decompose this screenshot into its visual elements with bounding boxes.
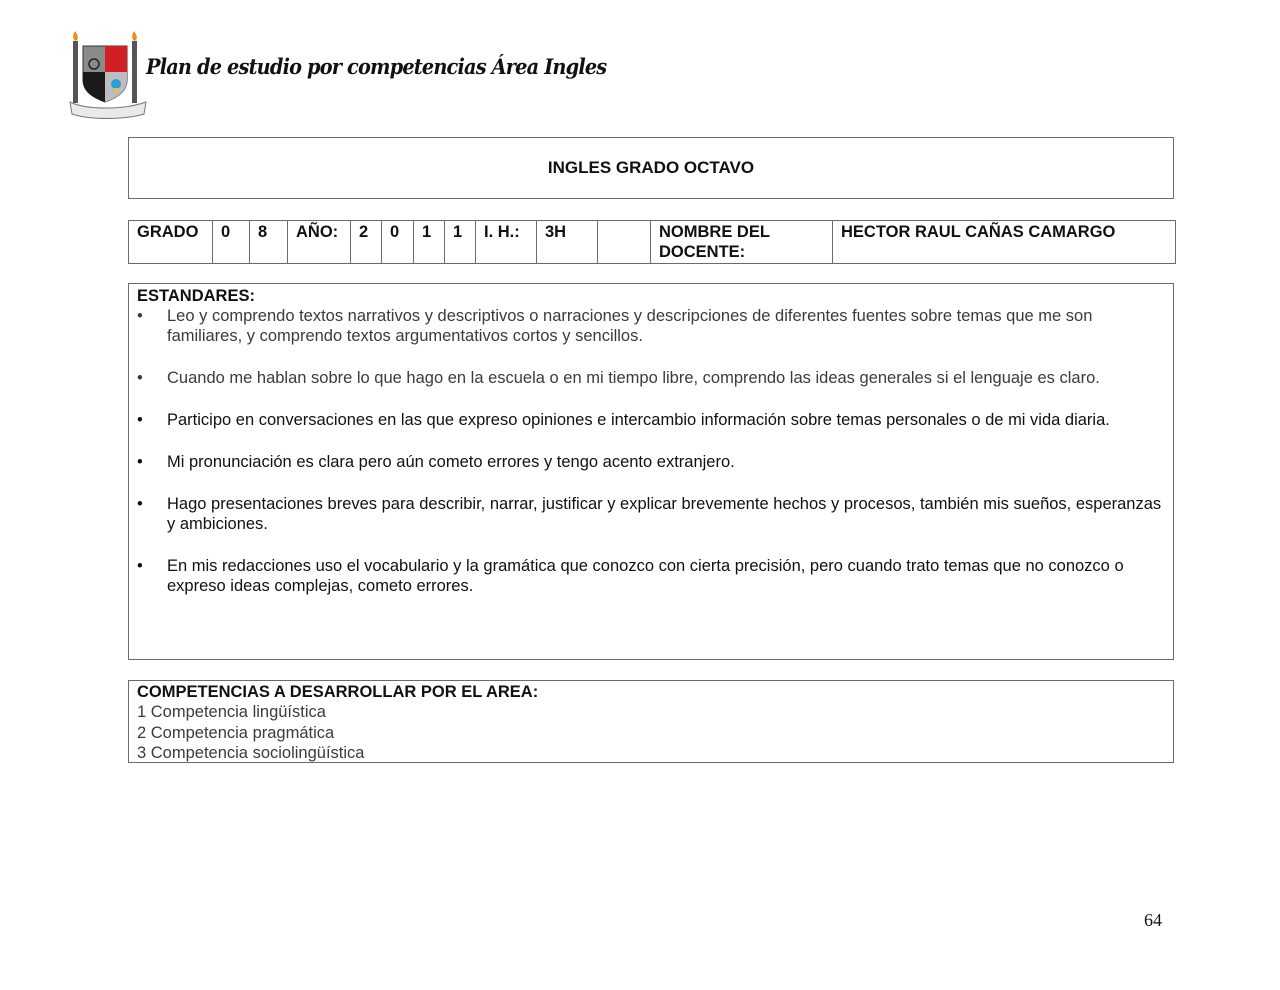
list-item — [137, 556, 1165, 596]
bullet-icon: • — [137, 307, 143, 325]
estandares-box — [128, 283, 1174, 660]
list-item — [137, 306, 1165, 346]
competencia-item: 1 Competencia lingüística — [137, 703, 326, 721]
grado-label: GRADO — [129, 221, 213, 264]
estandar-text: Leo y comprendo textos narrativos y descriptivos o narraciones y descripciones de diferentes fuentes sobre temas que me son familiares, y comprendo textos argumentativos cortos y sencillos. — [167, 307, 1093, 345]
estandar-text: En mis redacciones uso el vocabulario y la gramática que conozco con cierta precisión, pero cuando trato temas que no conozco o expreso ideas complejas, cometo errores. — [167, 557, 1124, 595]
school-crest-icon — [66, 28, 150, 120]
competencias-heading: COMPETENCIAS A DESARROLLAR POR EL AREA: — [137, 683, 539, 701]
anio-digit: 1 — [445, 221, 476, 264]
competencias-box — [128, 680, 1174, 763]
competencia-item: 3 Competencia sociolingüística — [137, 744, 365, 762]
header-title: Plan de estudio por competencias Área Ingles — [146, 54, 607, 79]
anio-label: AÑO: — [288, 221, 351, 264]
estandar-text: Cuando me hablan sobre lo que hago en la escuela o en mi tiempo libre, comprendo las ideas generales si el lenguaje es claro. — [167, 369, 1100, 387]
blank-cell — [598, 221, 651, 264]
bullet-icon: • — [137, 369, 143, 387]
list-item — [137, 410, 1165, 430]
estandar-text: Mi pronunciación es clara pero aún cometo errores y tengo acento extranjero. — [167, 453, 735, 471]
ih-label: I. H.: — [476, 221, 537, 264]
page-number: 64 — [1144, 910, 1162, 930]
list-item — [137, 368, 1165, 388]
info-table — [128, 220, 1176, 264]
ih-value: 3H — [537, 221, 598, 264]
anio-digit: 0 — [382, 221, 414, 264]
bullet-icon: • — [137, 495, 143, 513]
docente-value: HECTOR RAUL CAÑAS CAMARGO — [833, 221, 1176, 264]
anio-digit: 1 — [414, 221, 445, 264]
document-title: INGLES GRADO OCTAVO — [547, 158, 755, 177]
list-item — [137, 452, 1165, 472]
bullet-icon: • — [137, 557, 143, 575]
estandares-list — [137, 306, 1165, 596]
estandares-heading: ESTANDARES: — [137, 287, 255, 305]
info-row — [129, 221, 1176, 264]
page-header — [66, 28, 607, 120]
estandar-text: Participo en conversaciones en las que expreso opiniones e intercambio información sobre temas personales o de mi vida diaria. — [167, 411, 1110, 429]
bullet-icon: • — [137, 453, 143, 471]
competencia-item: 2 Competencia pragmática — [137, 723, 335, 742]
docente-label: NOMBRE DEL DOCENTE: — [651, 221, 833, 264]
estandar-text: Hago presentaciones breves para describir, narrar, justificar y explicar brevemente hechos y procesos, también mis sueños, esperanzas y ambiciones. — [167, 495, 1162, 533]
list-item — [137, 494, 1165, 534]
document-title-box — [128, 137, 1174, 199]
anio-digit: 2 — [351, 221, 382, 264]
bullet-icon: • — [137, 411, 143, 429]
grado-digit: 8 — [250, 221, 288, 264]
grado-digit: 0 — [213, 221, 250, 264]
